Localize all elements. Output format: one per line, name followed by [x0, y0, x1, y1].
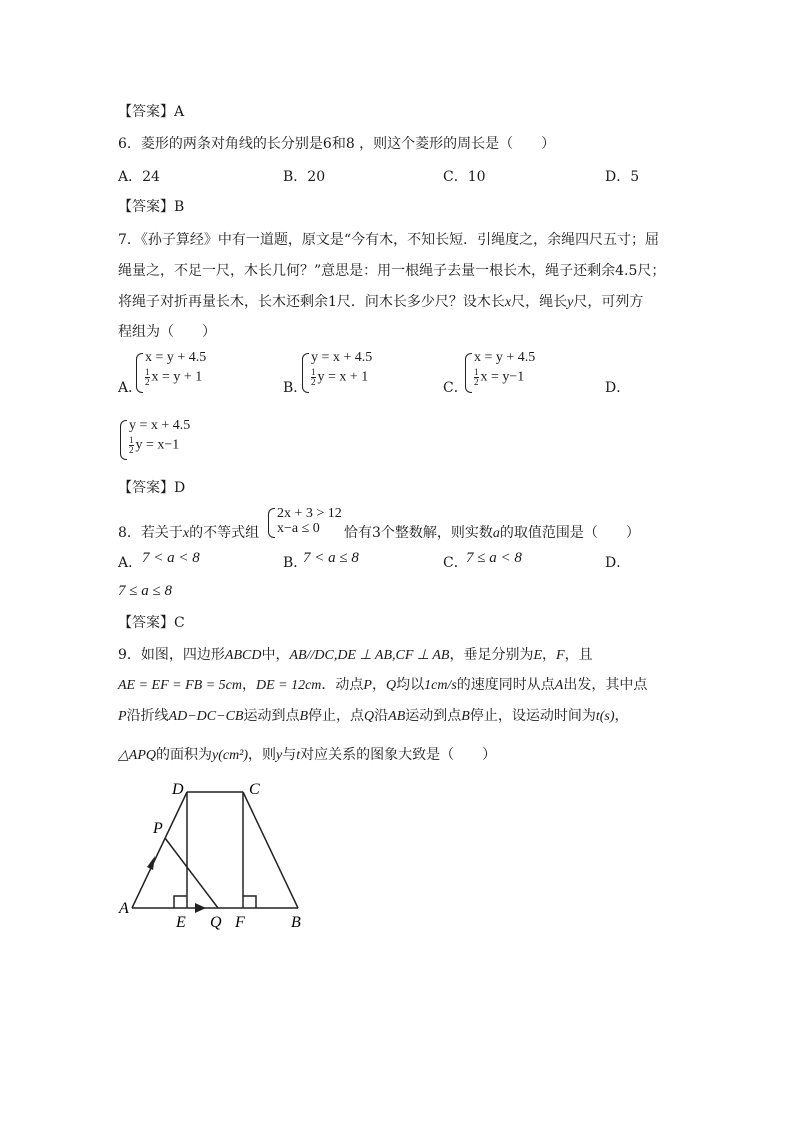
q7-answer: 【答案】D: [118, 480, 186, 496]
q8-answer: 【答案】C: [118, 615, 185, 631]
label-q: Q: [210, 914, 222, 931]
label-c: C: [249, 781, 260, 798]
q7-option-c-label: C．: [443, 380, 468, 396]
q9-line-1: 9．如图，四边形ABCD中，AB//DC,DE ⊥ AB,CF ⊥ AB，垂足分别为E，F，且: [118, 647, 593, 663]
q9-line-2: AE = EF = FB = 5cm，DE = 12cm．动点P，Q均以1cm/s的速度同时从点A出发，其中点: [118, 677, 648, 693]
q5-answer: 【答案】A: [118, 104, 185, 120]
segment-pq: [165, 838, 218, 908]
q7-option-b-label: B．: [283, 380, 308, 396]
q7-option-a-label: A．: [118, 380, 143, 396]
q7-option-c-brace: [465, 353, 472, 393]
q8-option-b: 7 < a ≤ 8: [303, 550, 359, 566]
q8-stem-2: 恰有3个整数解，则实数a的取值范围是（ ）: [344, 525, 640, 541]
q8-system-brace: [268, 508, 275, 538]
q9-line-4: △APQ的面积为y(cm²)，则y与t对应关系的图象大致是（ ）: [118, 747, 497, 763]
label-f: F: [235, 914, 245, 931]
q6-option-d: D．5: [605, 169, 640, 185]
q9-trapezoid-figure: [110, 775, 330, 935]
q8-option-c-label: C．: [443, 555, 468, 571]
right-angle-mark-f: [243, 896, 256, 908]
right-angle-mark-e: [174, 896, 187, 908]
q6-option-b: B．20: [283, 169, 326, 185]
q7-option-a-brace: [136, 353, 143, 393]
q7-line-4: 程组为（ ）: [118, 324, 216, 340]
q8-option-a-label: A．: [118, 555, 143, 571]
q7-option-d-brace: [120, 420, 127, 460]
segment-cb: [243, 792, 298, 908]
arrow-along-ab: [195, 903, 206, 913]
q7-option-b-brace: [302, 353, 309, 393]
q7-line-1: 7．《孙子算经》中有一道题，原文是“今有木，不知长短．引绳度之，余绳四尺五寸；屈: [118, 232, 660, 248]
q7-line-3: 将绳子对折再量长木，长木还剩余1尺．问木长多少尺？设木长x尺，绳长y尺，可列方: [118, 294, 644, 310]
q8-option-d-label: D．: [605, 555, 631, 571]
q8-option-a: 7 < a < 8: [142, 550, 200, 566]
q9-line-3: P沿折线AD−DC−CB运动到点B停止，点Q沿AB运动到点B停止，设运动时间为t(s)，: [118, 708, 629, 724]
label-p: P: [153, 820, 163, 837]
q7-option-d-label: D．: [605, 380, 631, 396]
q8-option-c: 7 ≤ a < 8: [466, 550, 522, 566]
q6-option-c: C．10: [443, 169, 486, 185]
segment-ad: [132, 792, 187, 908]
arrow-along-ad: [147, 856, 155, 870]
q6-answer: 【答案】B: [118, 199, 185, 215]
label-d: D: [172, 781, 184, 798]
q7-line-2: 绳量之，不足一尺，木长几何？”意思是：用一根绳子去量一根长木，绳子还剩余4.5尺；: [118, 263, 666, 279]
label-e: E: [176, 914, 186, 931]
q8-option-d: 7 ≤ a ≤ 8: [118, 583, 172, 599]
q6-option-a: A．24: [118, 169, 160, 185]
label-a: A: [119, 900, 129, 917]
q8-option-b-label: B．: [283, 555, 308, 571]
q6-stem: 6．菱形的两条对角线的长分别是6和8 ，则这个菱形的周长是（ ）: [118, 136, 556, 152]
label-b: B: [291, 914, 301, 931]
q8-stem-1: 8．若关于x的不等式组: [118, 525, 260, 541]
